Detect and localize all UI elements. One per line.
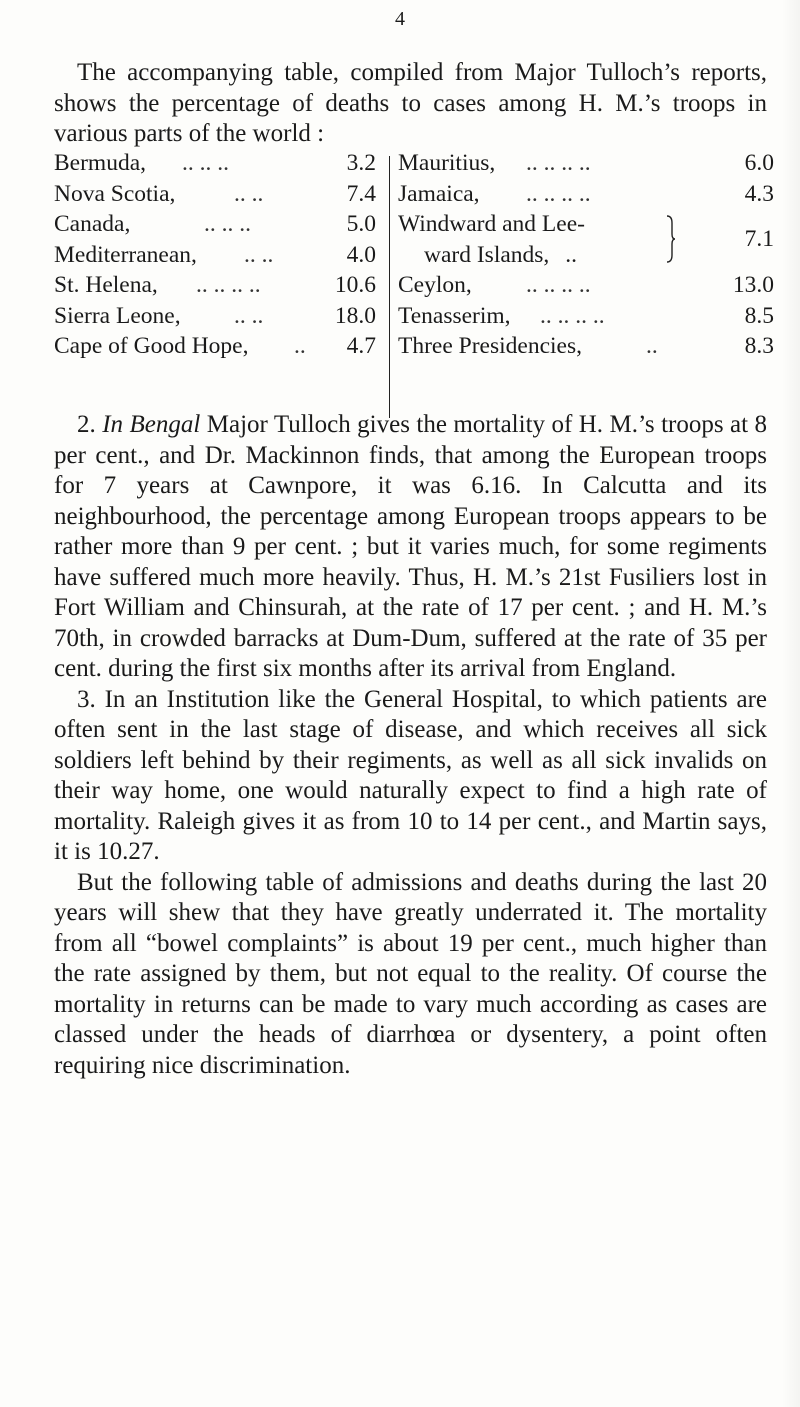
place-name: Nova Scotia, — [54, 180, 176, 207]
percentage-value: 8.3 — [744, 333, 774, 359]
table-row — [54, 179, 386, 210]
leader-dots: .. — [646, 333, 658, 359]
paragraph-4: But the following table of admissions and deaths during the last 20 years will shew that they have greatly underrated it. The mortality from all “bowel complaints” is about 19 per cent., much higher than the rate assigned by them, but not equal to the reality. Of course the mortality in returns can be made to vary much according as cases are classed under the heads of diarrhœa or dysentery, a point often requiring nice discrimination. — [54, 868, 767, 1079]
percentage-value: 7.4 — [346, 180, 376, 207]
column-divider — [389, 156, 390, 418]
leader-dots: .. .. .. — [182, 150, 229, 176]
leader-dots: .. .. .. .. — [526, 150, 591, 176]
table-row — [54, 148, 386, 179]
leader-dots: .. .. .. — [204, 211, 251, 237]
place-name: Ceylon, — [398, 272, 472, 298]
percentage-value: 7.1 — [744, 226, 774, 252]
table-row — [398, 270, 774, 301]
table-row — [398, 331, 774, 362]
place-name: Canada, — [54, 211, 131, 237]
table-row — [398, 301, 774, 332]
percentage-value: 8.5 — [744, 302, 774, 329]
table-row — [54, 209, 386, 240]
italic-heading: In Bengal — [102, 411, 201, 438]
leader-dots: .. .. — [244, 241, 274, 268]
mortality-table — [54, 148, 774, 412]
right-brace-icon — [666, 215, 676, 263]
paragraph-text: Major Tulloch gives the mortality of H. M.’s troops at 8 per cent., and Dr. Mackinnon finds, that among the European troops for 7 years at Cawnpore, it was 6.16. In Calcutta and its neighbourhood, the percentage among European troops appears to be rather more than 9 per cent. ; but it varies much, for some regiments have suffered much more heavily. Thus, H. M.’s 21st Fusiliers lost in Fort William and Chinsurah, at the rate of 17 per cent. ; and H. M.’s 70th, in crowded barracks at Dum-Dum, suffered at the rate of 35 per cent. during the first six months after its arrival from England. — [54, 411, 768, 682]
table-row — [54, 240, 386, 271]
paragraph-2 — [54, 410, 767, 685]
place-name: ward Islands, — [424, 241, 550, 268]
paragraph-3: 3. In an Institution like the General Hospital, to which patients are often sent in the last stage of disease, and which receives all sick soldiers left behind by their regiments, as well as all sick invalids on their way home, one would naturally expect to find a high rate of mortality. Raleigh gives it as from 10 to 14 per cent., and Martin says, it is 10.27. — [54, 685, 767, 865]
page-number: 4 — [395, 8, 405, 30]
leader-dots: .. .. — [234, 180, 264, 207]
place-name: Cape of Good Hope, — [54, 333, 249, 359]
body-text — [54, 410, 767, 1081]
place-name: Bermuda, — [54, 150, 147, 176]
paragraph-number: 2. — [77, 411, 96, 438]
leader-dots: .. .. .. .. — [540, 302, 605, 329]
table-row — [398, 179, 774, 210]
leader-dots: .. — [294, 333, 306, 359]
percentage-value: 4.0 — [346, 241, 376, 268]
table-row — [54, 331, 386, 362]
table-row — [54, 270, 386, 301]
leader-dots: .. .. — [234, 302, 264, 329]
place-name-line-1: Windward and Lee- — [398, 211, 585, 237]
table-row — [398, 209, 774, 270]
table-row — [54, 301, 386, 332]
table-right-column — [398, 148, 774, 362]
place-name: Mauritius, — [398, 150, 496, 176]
place-name-line-2 — [424, 240, 577, 271]
percentage-value: 5.0 — [346, 211, 376, 237]
scan-edge-shadow — [782, 0, 800, 1407]
leader-dots: .. .. .. .. — [196, 272, 261, 298]
place-name: St. Helena, — [54, 272, 158, 298]
percentage-value: 4.3 — [744, 180, 774, 207]
percentage-value: 3.2 — [346, 150, 376, 176]
place-name: Three Presidencies, — [398, 333, 583, 359]
percentage-value: 10.6 — [334, 272, 376, 298]
place-name: Tenasserim, — [398, 302, 511, 329]
percentage-value: 6.0 — [744, 150, 774, 176]
leader-dots: .. .. .. .. — [526, 180, 591, 207]
intro-text: The accompanying table, compiled from Major Tulloch’s reports, shows the percentage of deaths to cases among H. M.’s troops in various parts of the world : — [54, 59, 767, 147]
table-left-column — [54, 148, 386, 362]
percentage-value: 18.0 — [334, 302, 376, 329]
intro-paragraph — [54, 58, 767, 150]
leader-dots: .. — [565, 241, 577, 268]
table-row — [398, 148, 774, 179]
place-name: Sierra Leone, — [54, 302, 181, 329]
percentage-value: 13.0 — [732, 272, 774, 298]
percentage-value: 4.7 — [346, 333, 376, 359]
leader-dots: .. .. .. .. — [526, 272, 591, 298]
place-name: Mediterranean, — [54, 241, 197, 268]
place-name: Jamaica, — [398, 180, 480, 207]
